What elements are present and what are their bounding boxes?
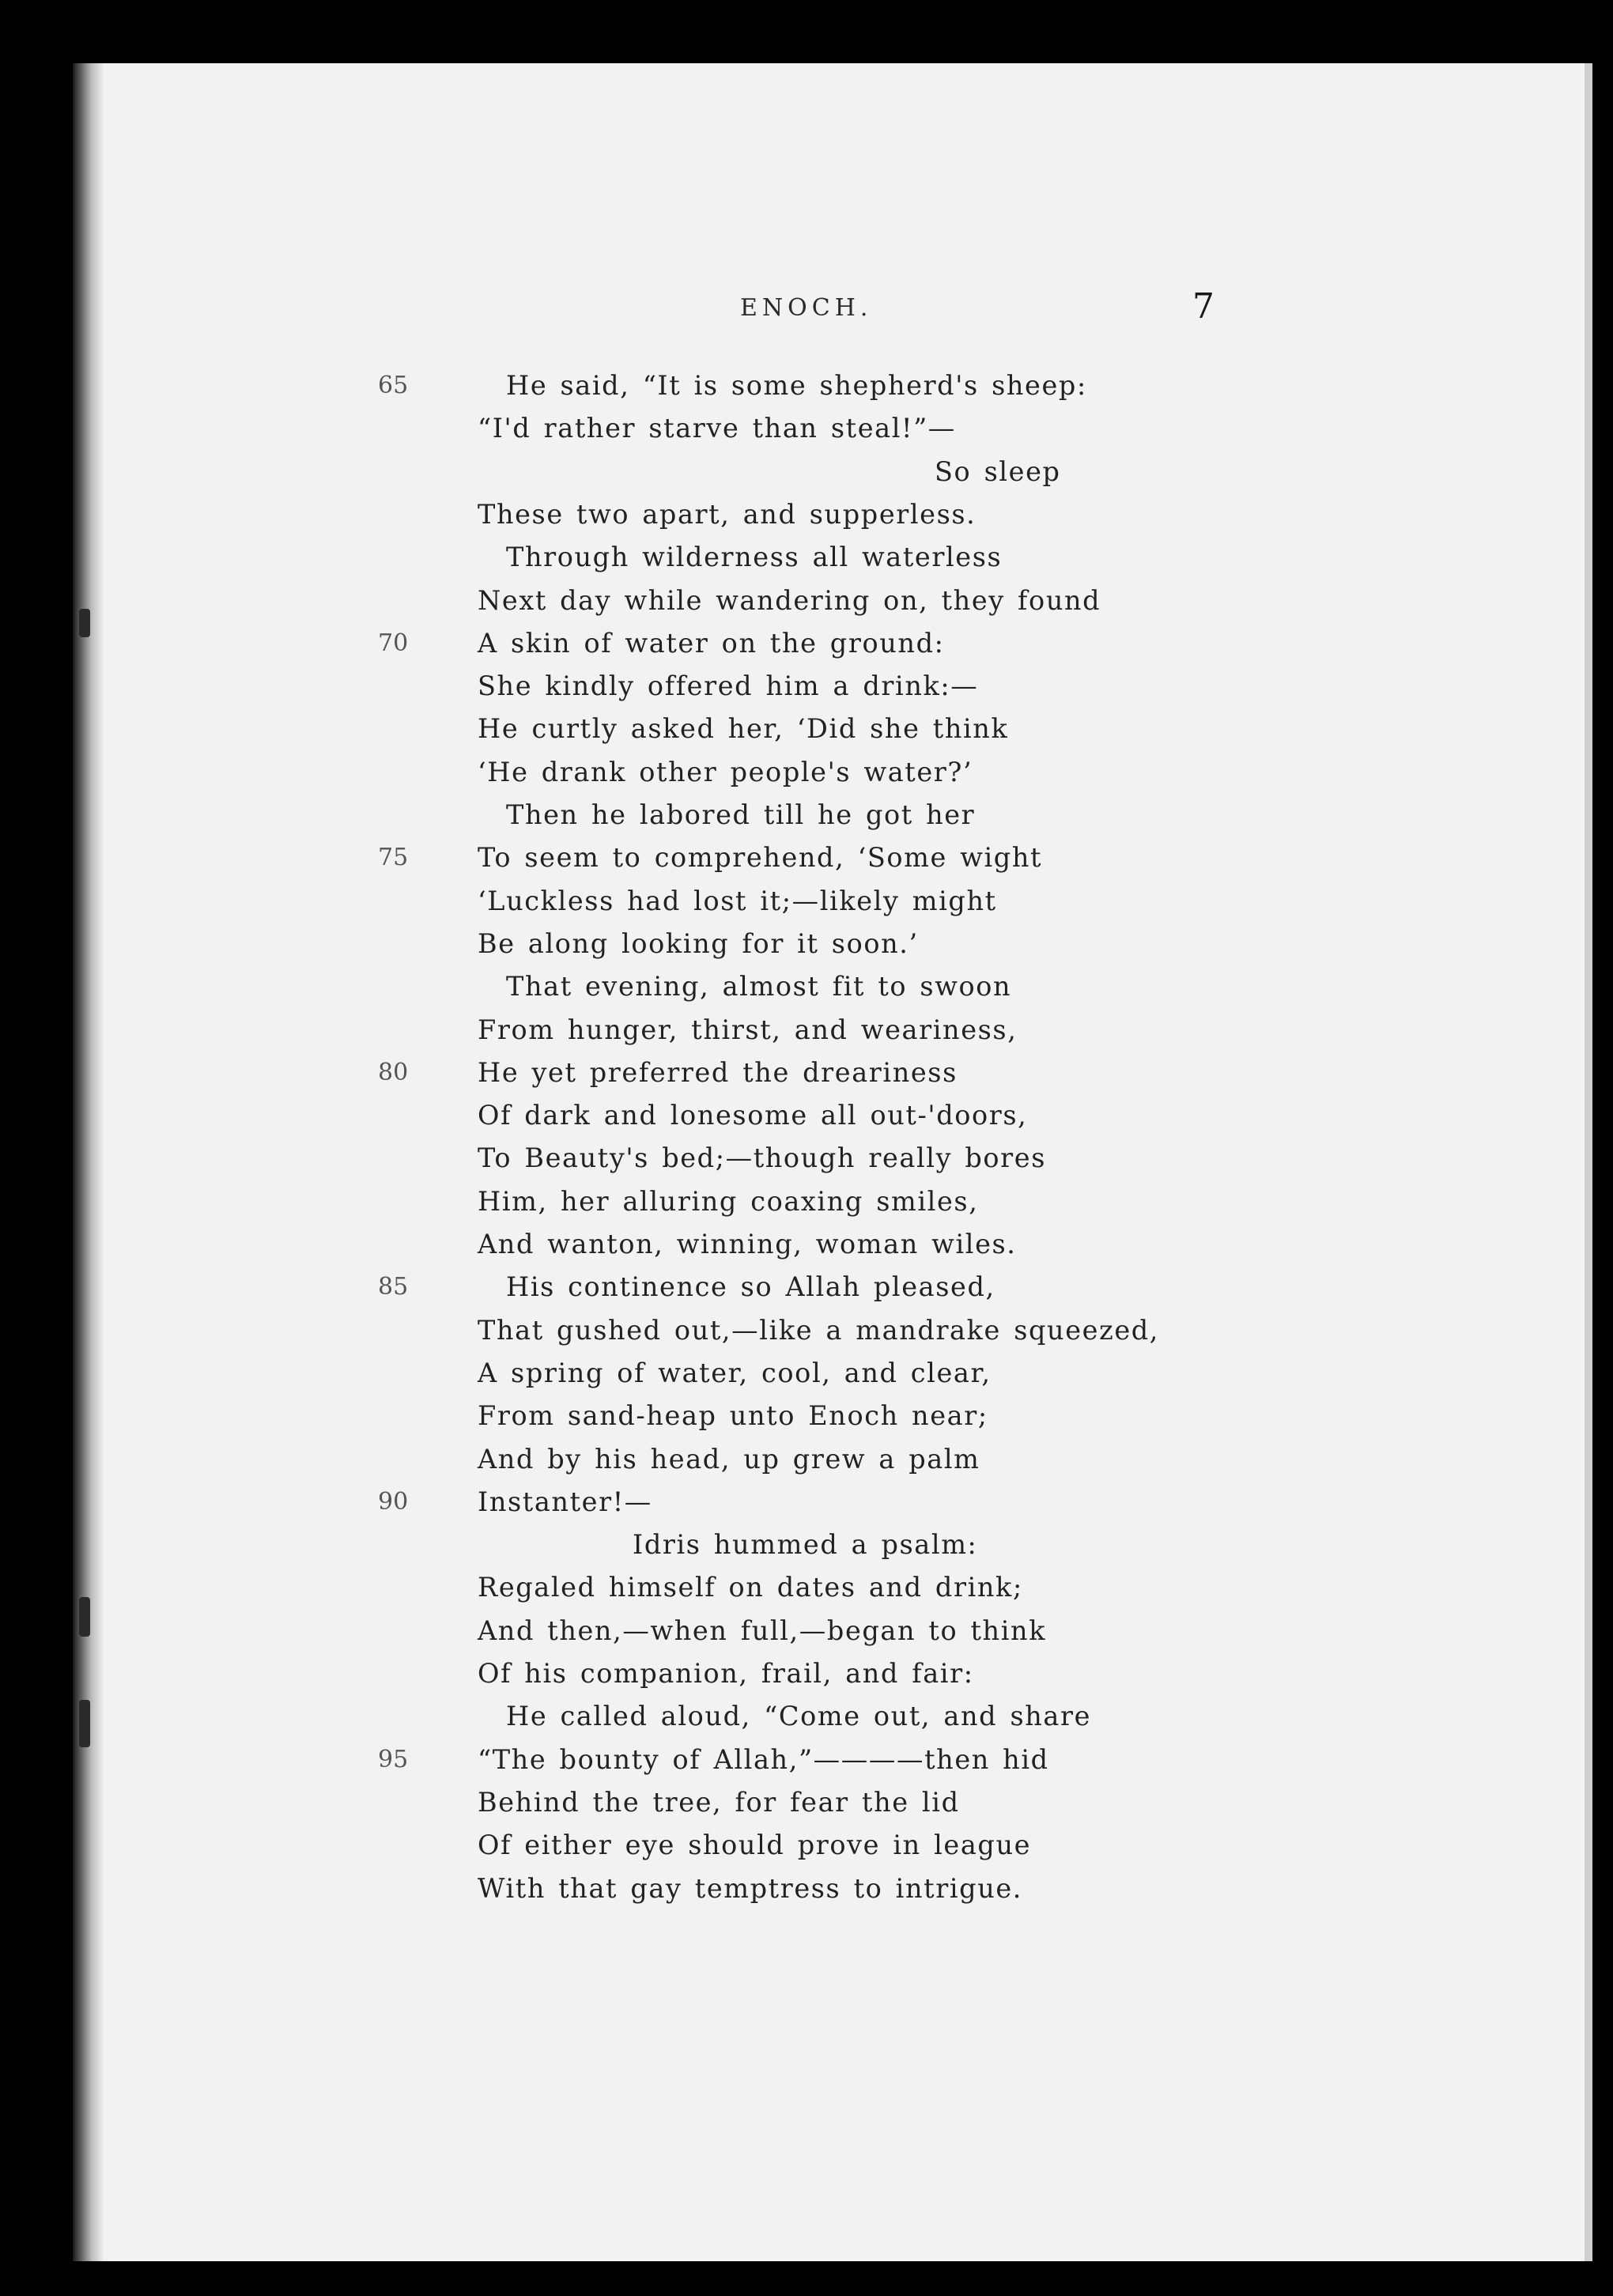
line-number: 85 bbox=[378, 1273, 409, 1301]
poem-line: Regaled himself on dates and drink; bbox=[478, 1572, 1023, 1603]
poem-line: Him, her alluring coaxing smiles, bbox=[478, 1186, 979, 1217]
poem-line: That evening, almost fit to swoon bbox=[506, 971, 1012, 1002]
poem-line: A skin of water on the ground: bbox=[478, 628, 945, 659]
poem-line: And wanton, winning, woman wiles. bbox=[478, 1229, 1017, 1259]
poem-line: So sleep bbox=[935, 456, 1061, 487]
poem-line: These two apart, and supperless. bbox=[478, 499, 976, 530]
poem-line: “I'd rather starve than steal!”— bbox=[478, 413, 956, 444]
poem-line: Of his companion, frail, and fair: bbox=[478, 1658, 974, 1689]
margin-speck bbox=[79, 609, 90, 637]
poem-line: A spring of water, cool, and clear, bbox=[478, 1358, 992, 1388]
margin-speck bbox=[79, 1700, 90, 1747]
line-number: 90 bbox=[378, 1488, 409, 1516]
line-number: 95 bbox=[378, 1746, 409, 1773]
page-number: 7 bbox=[1192, 286, 1214, 327]
line-number: 80 bbox=[378, 1059, 409, 1086]
margin-speck bbox=[79, 1597, 90, 1637]
binding-gutter bbox=[73, 63, 104, 2261]
poem-line: He yet preferred the dreariness bbox=[478, 1057, 958, 1088]
line-number: 65 bbox=[378, 372, 409, 399]
line-number: 70 bbox=[378, 629, 409, 657]
running-head: ENOCH. bbox=[740, 294, 873, 322]
poem-line: He said, “It is some shepherd's sheep: bbox=[506, 370, 1087, 401]
poem-line: Next day while wandering on, they found bbox=[478, 585, 1101, 616]
poem-line: ‘He drank other people's water?’ bbox=[478, 757, 973, 787]
poem-line: ‘Luckless had lost it;—likely might bbox=[478, 886, 997, 916]
poem-line: She kindly offered him a drink:— bbox=[478, 670, 979, 701]
poem-line: From hunger, thirst, and weariness, bbox=[478, 1014, 1018, 1045]
poem-line: Be along looking for it soon.’ bbox=[478, 928, 919, 959]
poem-line: Through wilderness all waterless bbox=[506, 542, 1003, 572]
poem-line: To seem to comprehend, ‘Some wight bbox=[478, 842, 1043, 873]
poem-line: “The bounty of Allah,”————then hid bbox=[478, 1744, 1049, 1775]
line-number: 75 bbox=[378, 844, 409, 871]
poem-line: Then he labored till he got her bbox=[506, 799, 976, 830]
poem-line: To Beauty's bed;—though really bores bbox=[478, 1142, 1046, 1173]
poem-line: With that gay temptress to intrigue. bbox=[478, 1873, 1023, 1904]
poem-line: And by his head, up grew a palm bbox=[478, 1444, 980, 1475]
poem-line: From sand-heap unto Enoch near; bbox=[478, 1400, 988, 1431]
poem-line: He curtly asked her, ‘Did she think bbox=[478, 713, 1009, 744]
poem-line: Of dark and lonesome all out-'doors, bbox=[478, 1100, 1028, 1131]
poem-line: He called aloud, “Come out, and share bbox=[506, 1701, 1092, 1731]
poem-line: Behind the tree, for fear the lid bbox=[478, 1787, 960, 1818]
poem-line: His continence so Allah pleased, bbox=[506, 1271, 995, 1302]
poem-line: And then,—when full,—began to think bbox=[478, 1615, 1047, 1646]
poem-line: That gushed out,—like a mandrake squeezed, bbox=[478, 1315, 1160, 1346]
poem-line: Instanter!— bbox=[478, 1486, 652, 1517]
poem-line: Idris hummed a psalm: bbox=[633, 1529, 978, 1560]
poem-line: Of either eye should prove in league bbox=[478, 1830, 1032, 1860]
